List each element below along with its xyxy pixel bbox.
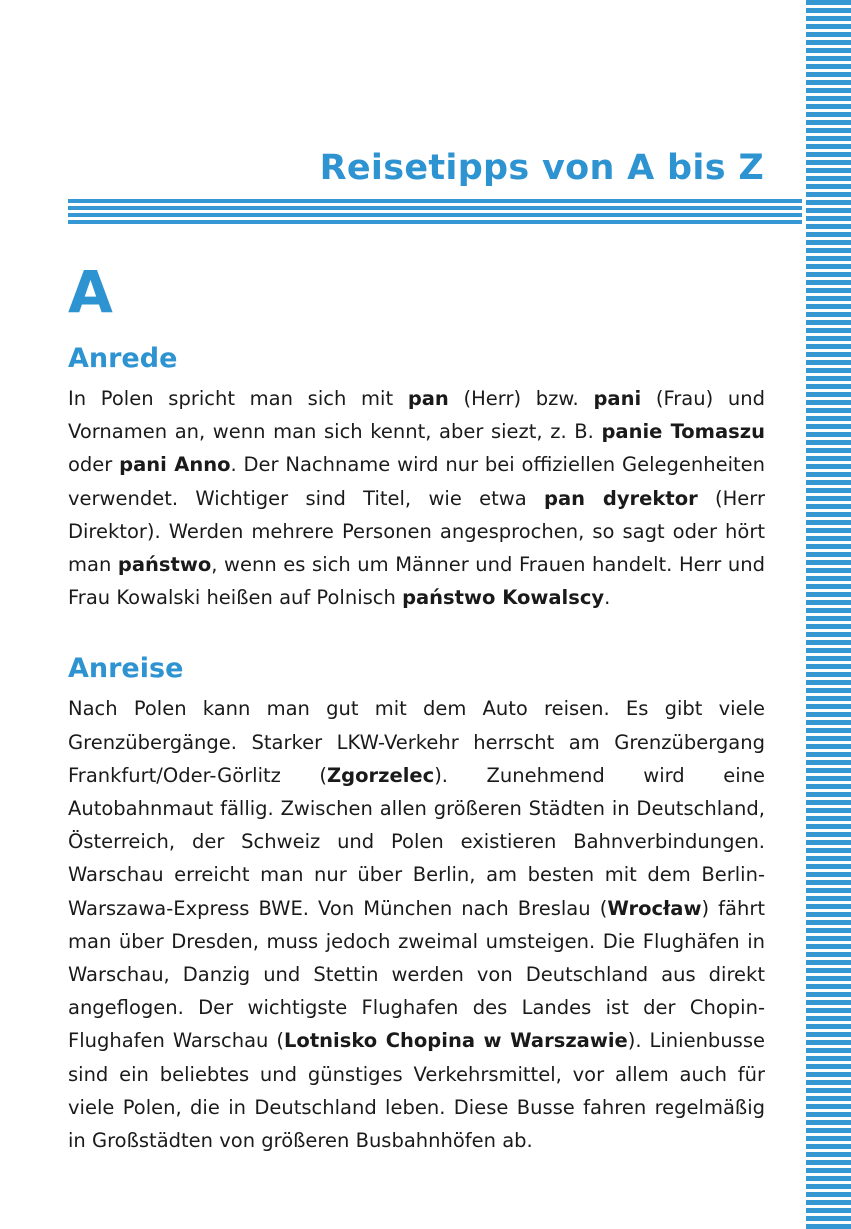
section-heading-anrede: Anrede — [68, 343, 178, 374]
edge-stripe-band — [806, 0, 851, 1229]
section-body-anrede: In Polen spricht man sich mit pan (Herr) bzw. pani (Frau) und Vornamen an, wenn man sich kennt, aber siezt, z. B. panie Tomaszu oder pani Anno. Der Nachname wird nur bei offiziellen Gelegenheiten verwendet. Wichtiger sind Titel, wie etwa pan dyrektor (Herr Direktor). Werden mehrere Personen angesprochen, so sagt oder hört man państwo, wenn es sich um Männer und Frauen handelt. Herr und Frau Kowalski heißen auf Polnisch państwo Kowalscy. — [68, 387, 766, 610]
page-header — [68, 146, 764, 190]
section-anrede — [68, 342, 765, 614]
section-anreise — [68, 652, 765, 1157]
section-spacer — [68, 624, 765, 652]
page-content — [68, 258, 766, 1167]
page-title: Reisetipps von A bis Z — [319, 148, 764, 188]
header-rule — [68, 206, 802, 210]
section-heading-anreise: Anreise — [68, 653, 184, 685]
alphabet-letter-heading: A — [68, 258, 113, 326]
section-body-anreise: Nach Polen kann man gut mit dem Auto reisen. Es gibt viele Grenzübergänge. Starker LKW-Verkehr herrscht am Grenzübergang Frankfurt/Oder-Görlitz (Zgorzelec). Zunehmend wird eine Autobahnmaut fällig. Zwischen allen größeren Städten in Deutschland, Österreich, der Schweiz und Polen existieren Bahnverbindungen. Warschau erreicht man nur über Berlin, am besten mit dem Berlin-Warszawa-Express BWE. Von München nach Breslau (Wrocław) fährt man über Dresden, muss jedoch zweimal umsteigen. Die Flughäfen in Warschau, Danzig und Stettin werden von Deutschland aus direkt angeflogen. Der wichtigste Flughafen des Landes ist der Chopin-Flughafen Warschau (Lotnisko Chopina w Warszawie). Linienbusse sind ein beliebtes und günstiges Verkehrsmittel, vor allem auch für viele Polen, die in Deutschland leben. Diese Busse fahren regelmäßig in Großstädten von größeren Busbahnhöfen ab. — [68, 697, 765, 1153]
header-rule — [68, 199, 802, 203]
header-rule — [68, 213, 802, 217]
header-rule — [68, 220, 802, 224]
header-rule-group — [68, 199, 802, 224]
